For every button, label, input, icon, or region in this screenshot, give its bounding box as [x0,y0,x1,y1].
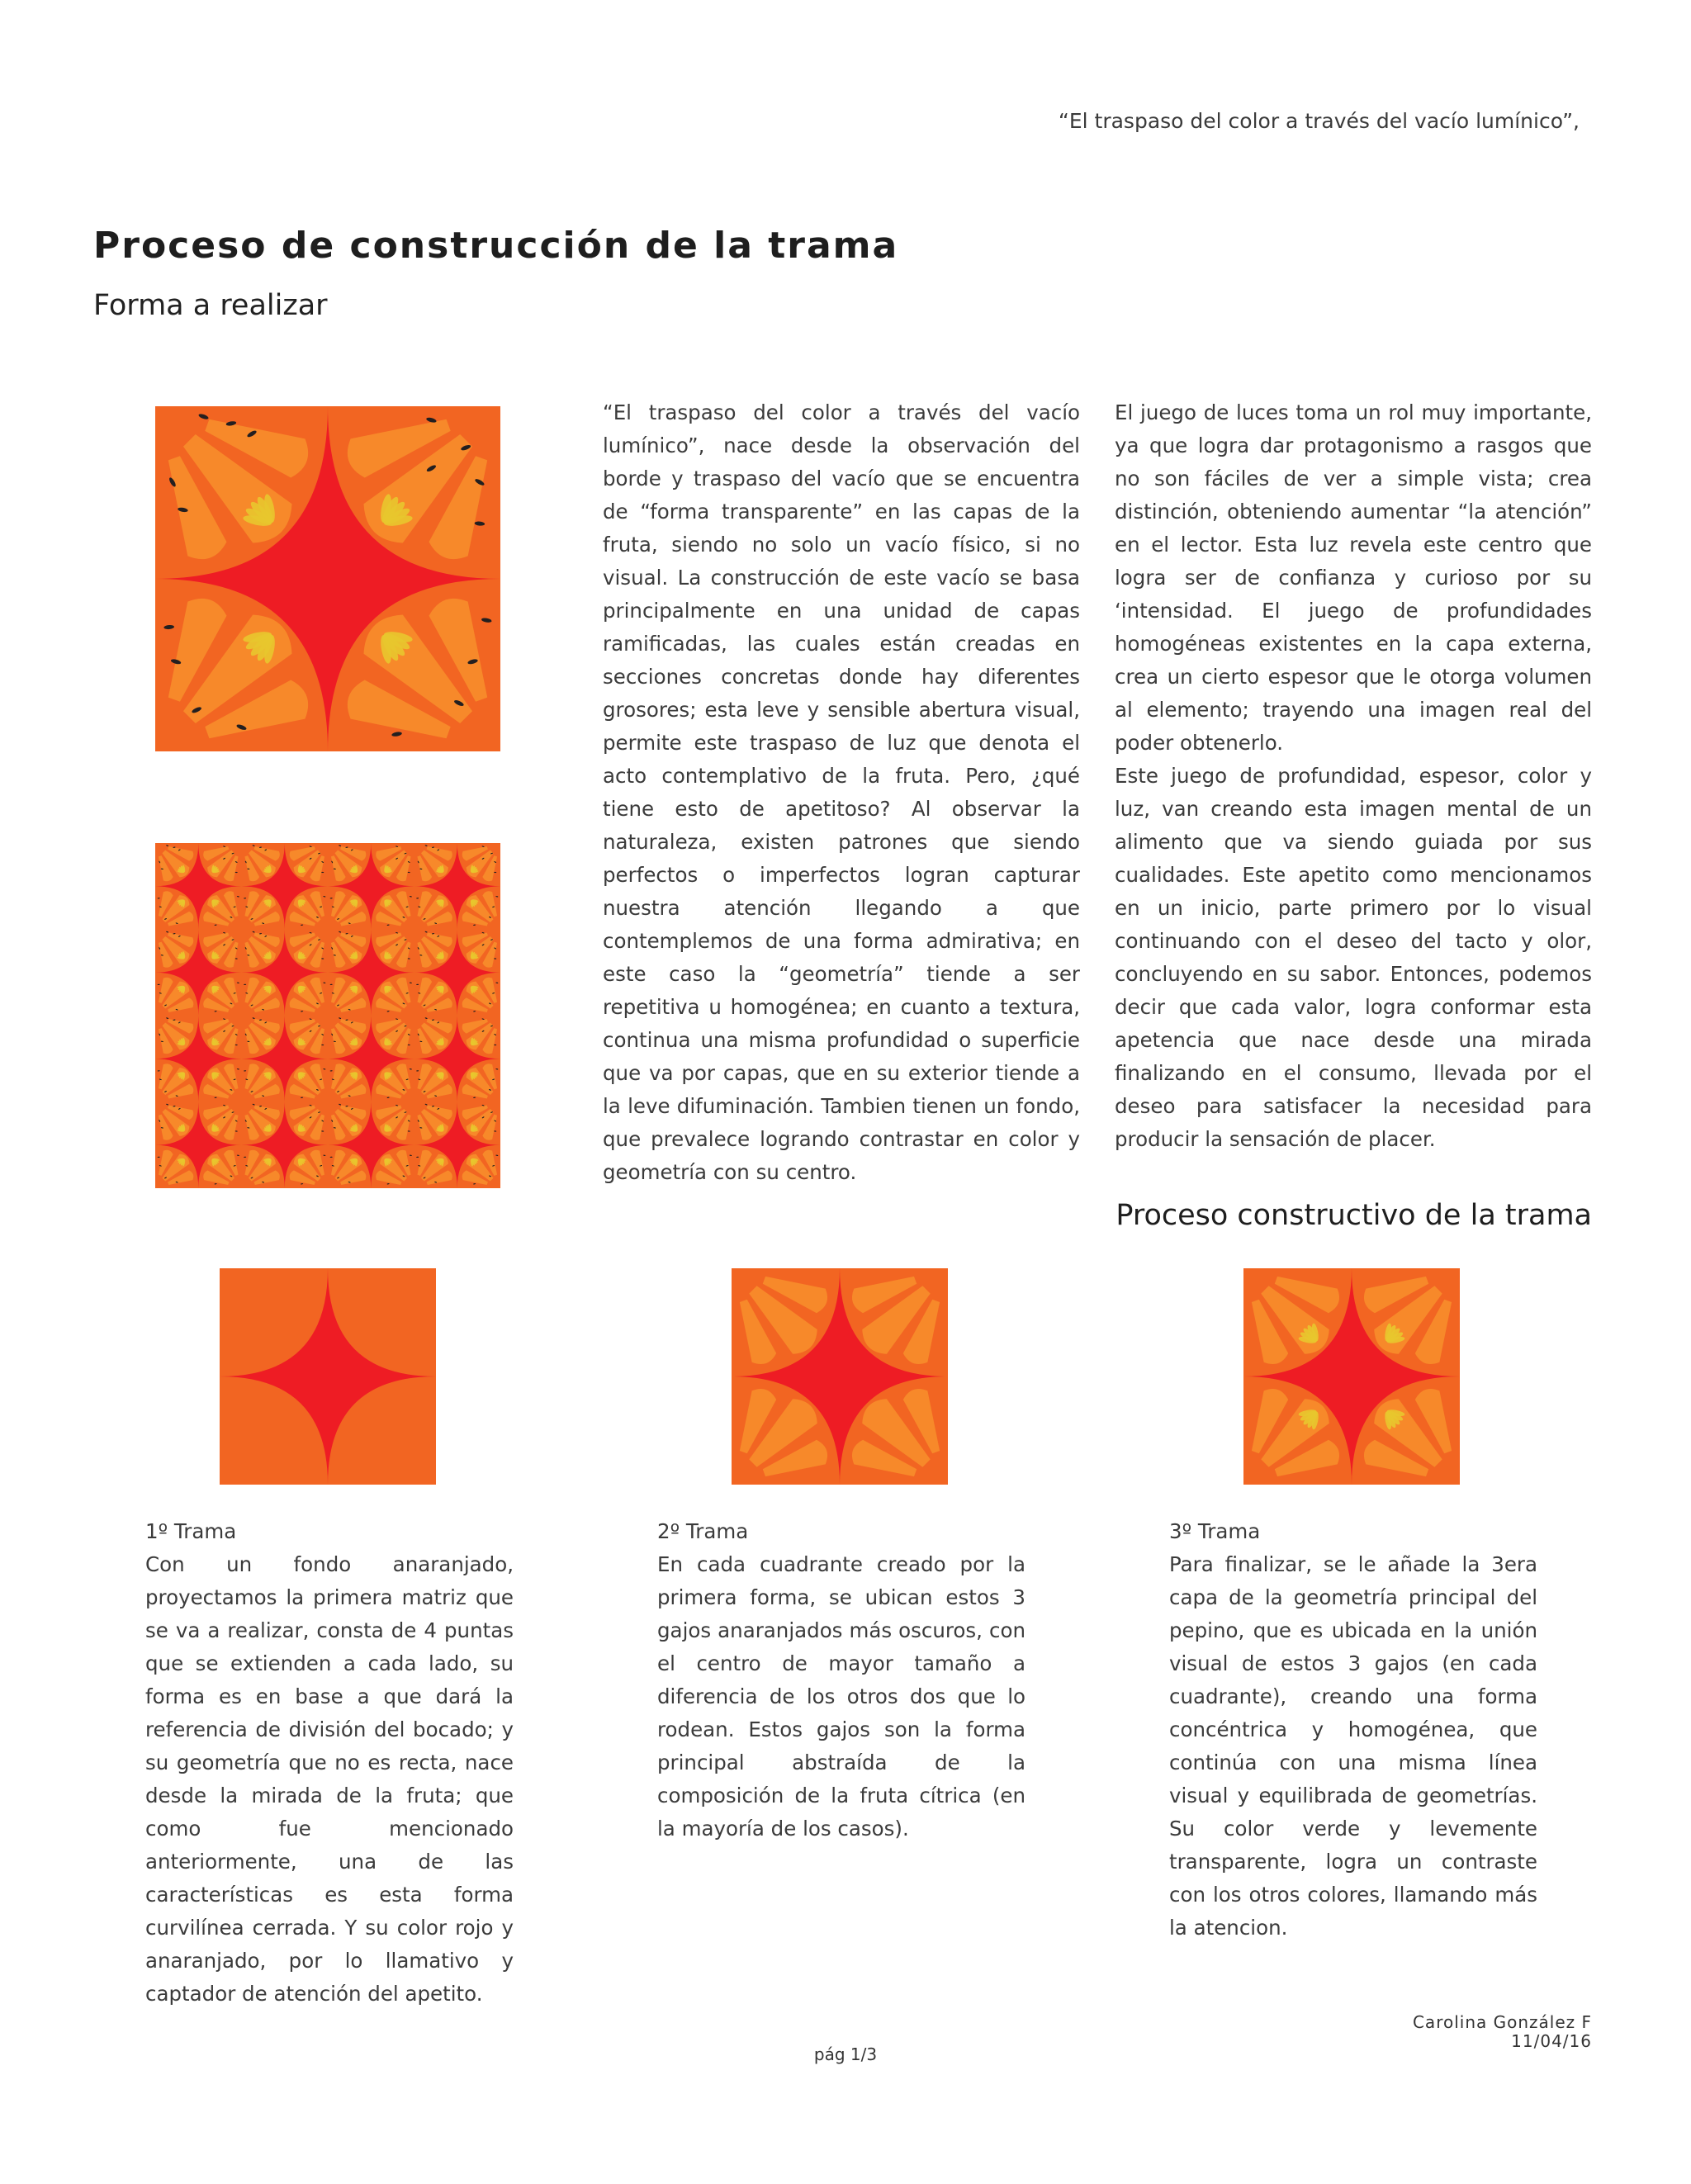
page-title: Proceso de construcción de la trama [93,225,899,267]
page-subtitle: Forma a realizar [93,289,328,322]
pattern-tile [414,1016,501,1102]
pattern-tile [155,1016,242,1102]
step-1 [145,1515,514,2011]
pattern-tile [414,1102,501,1189]
header-quote: “El traspaso del color a través del vacío lumínico”, [1058,109,1580,133]
step-description: En cada cuadrante creado por la primera forma, se ubican estos 3 gajos anaranjados más oscuros, con el centro de mayor tamaño a diferencia de los otros dos que lo rodean. Estos gajos son la forma principal abstraída de la composición de la fruta cítrica (en la mayoría de los casos). [657,1552,1025,1841]
pattern-tile [328,930,414,1016]
pattern-tile [414,843,501,930]
pattern-tile [414,930,501,1016]
step-heading: 1º Trama [145,1519,237,1543]
body-column-1 [603,396,1080,1189]
page-number: pág 1/3 [813,2044,878,2064]
section-title: Proceso constructivo de la trama [1115,1199,1592,1232]
body-paragraph: Este juego de profundidad, espesor, color y luz, van creando esta imagen mental de un alimento que va siendo guiada por sus cualidades. Este apetito como mencionamos en un inicio, parte primero por lo visual continuando con el deseo del tacto y olor, concluyendo en su sabor. Entonces, podemos decir que cada valor, logra conformar esta apetencia que nace desde una mirada finalizando en el consumo, llevada por el deseo para satisfacer la necesidad para producir la sensación de placer. [1115,764,1592,1151]
pattern-tiled-grid [155,843,500,1188]
pattern-tile [732,1268,948,1485]
pattern-tile [328,1016,414,1102]
body-paragraph: “El traspaso del color a través del vacío lumínico”, nace desde la observación del borde y traspaso del vacío que se encuentra de “forma transparente” en las capas de la fruta, siendo no solo un vacío físico, si no visual. La construcción de este vacío se basa principalmente en una unidad de capas ramificadas, las cuales están creadas en secciones concretas donde hay diferentes grosores; esta leve y sensible abertura visual, permite este traspaso de luz que denota el acto contemplativo de la fruta. Pero, ¿qué tiene esto de apetitoso? Al observar la naturaleza, existen patrones que siendo perfectos o imperfectos logran capturar nuestra atención llegando a que contemplemos de una forma admirativa; en este caso la “geometría” tiende a ser repetitiva u homogénea; en cuanto a textura, continua una misma profundidad o superficie que va por capas, que en su exterior tiende a la leve difuminación. Tambien tienen un fondo, que prevalece logrando contrastar en color y geometría con su centro. [603,400,1080,1184]
pattern-tile [155,843,242,930]
step-3-illustration [1243,1268,1460,1485]
pattern-tile [1243,1268,1460,1485]
pattern-tile [242,1016,329,1102]
author-date: 11/04/16 [1511,2031,1592,2051]
pattern-tile [155,1102,242,1189]
step-1-illustration [220,1268,436,1485]
pattern-tile [242,1102,329,1189]
pattern-tile [328,843,414,930]
step-2-illustration [732,1268,948,1485]
body-paragraph: El juego de luces toma un rol muy importante, ya que logra dar protagonismo a rasgos que no son fáciles de ver a simple vista; crea distinción, obteniendo aumentar “la atención” en el lector. Esta luz revela este centro que logra ser de confianza y curioso por su ‘intensidad. El juego de profundidades homogéneas existentes en la capa externa, crea un cierto espesor que le otorga volumen al elemento; trayendo una imagen real del poder obtenerlo. [1115,400,1592,755]
pattern-tile [242,843,329,930]
step-description: Para finalizar, se le añade la 3era capa de la geometría principal del pepino, que es ubicada en la unión visual de estos 3 gajos (en cada cuadrante), creando una forma concéntrica y homogénea, que continúa con una misma línea visual y equilibrada de geometrías. Su color verde y levemente transparente, logra un contraste con los otros colores, llamando más la atencion. [1169,1552,1537,1940]
pattern-tile [155,406,500,751]
pattern-tile [328,1102,414,1189]
author-name: Carolina González F [1412,2012,1592,2032]
body-column-2 [1115,396,1592,1156]
step-3 [1169,1515,1537,1945]
step-2 [657,1515,1025,1845]
pattern-tile [220,1268,436,1485]
step-heading: 3º Trama [1169,1519,1261,1543]
pattern-tile [242,930,329,1016]
step-heading: 2º Trama [657,1519,749,1543]
step-description: Con un fondo anaranjado, proyectamos la primera matriz que se va a realizar, consta de 4 puntas que se extienden a cada lado, su forma es en base a que dará la referencia de división del bocado; y su geometría que no es recta, nace desde la mirada de la fruta; que como fue mencionado anteriormente, una de las características es esta forma curvilínea cerrada. Y su color rojo y anaranjado, por lo llamativo y captador de atención del apetito. [145,1552,514,2006]
pattern-single-tile [155,406,500,751]
pattern-tile [155,930,242,1016]
